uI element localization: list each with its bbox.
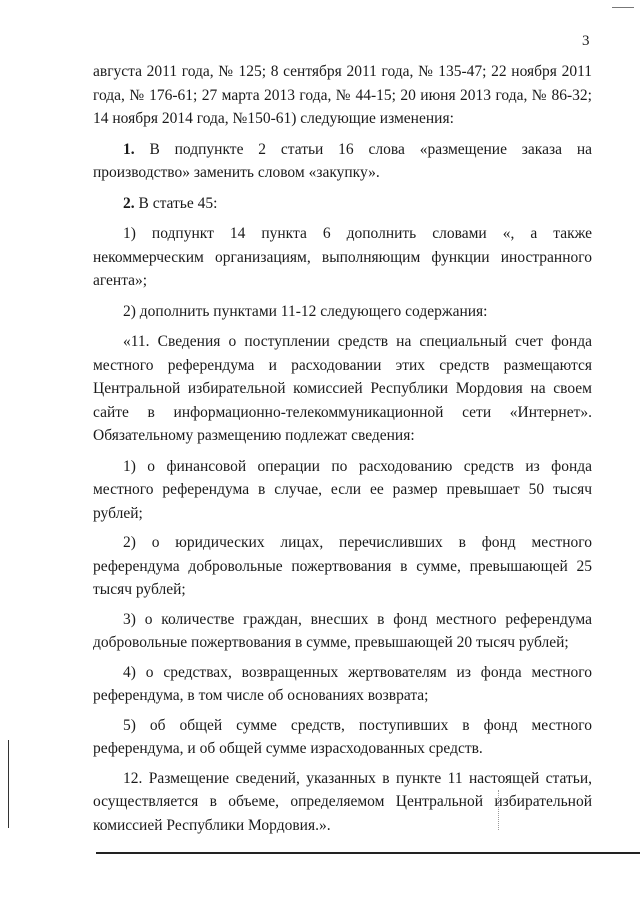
paragraph-text: В статье 45: (134, 194, 218, 212)
paragraph-clause-11: «11. Сведения о поступлении средств на специальный счет фонда местного референдума и расходовании этих средств размещаются Центральной избирательной комиссией Республики Мордовия на своем сайте в информационно-телекоммуникационной сети «Интернет». Обязательному размещению подлежат сведения: (93, 333, 592, 444)
paragraph-subitem-1: 1) подпункт 14 пункта 6 дополнить словами «, а также некоммерческим организациям, выполняющим функции иностранного агента»; (93, 225, 592, 289)
paragraph-clause-11-item-4: 4) о средствах, возвращенных жертвователям из фонда местного референдума, в том числе об основаниях возврата; (93, 663, 592, 704)
scan-mark (612, 7, 634, 8)
item-number: 1. (123, 140, 135, 158)
paragraph-clause-11-item-1: 1) о финансовой операции по расходованию средств из фонда местного референдума в случае, если ее размер превышает 50 тысяч рублей; (93, 457, 592, 522)
paragraph-clause-11-item-2: 2) о юридических лицах, перечисливших в фонд местного референдума добровольные пожертвования в сумме, превышающей 25 тысяч рублей; (93, 534, 592, 598)
paragraph-text: В подпункте 2 статьи 16 слова «размещение заказа на производство» заменить словом «закупку». (93, 140, 592, 181)
document-body (93, 60, 592, 844)
item-number: 2. (123, 194, 135, 212)
paragraph-clause-11-item-3: 3) о количестве граждан, внесших в фонд местного референдума добровольные пожертвования в сумме, превышающей 20 тысяч рублей; (93, 610, 592, 651)
scan-margin-line (8, 740, 9, 828)
paragraph-subitem-2: 2) дополнить пунктами 11-12 следующего содержания: (123, 302, 488, 320)
page-number: 3 (582, 33, 590, 49)
paragraph-item-2 (93, 192, 592, 216)
bottom-rule (96, 852, 640, 854)
paragraph-clause-11-item-5: 5) об общей сумме средств, поступивших в фонд местного референдума, и об общей сумме израсходованных средств. (93, 716, 592, 757)
paragraph-clause-12: 12. Размещение сведений, указанных в пункте 11 настоящей статьи, осуществляется в объеме, определяемом Центральной избирательной комиссией Республики Мордовия.». (93, 769, 592, 834)
scan-dots (498, 790, 500, 830)
paragraph-intro: августа 2011 года, № 125; 8 сентября 2011 года, № 135-47; 22 ноября 2011 года, № 176-61; 27 марта 2013 года, № 44-15; 20 июня 2013 года, № 86-32; 14 ноября 2014 года, №150-61) следующие изменения: (93, 63, 592, 127)
paragraph-item-1 (93, 138, 592, 185)
